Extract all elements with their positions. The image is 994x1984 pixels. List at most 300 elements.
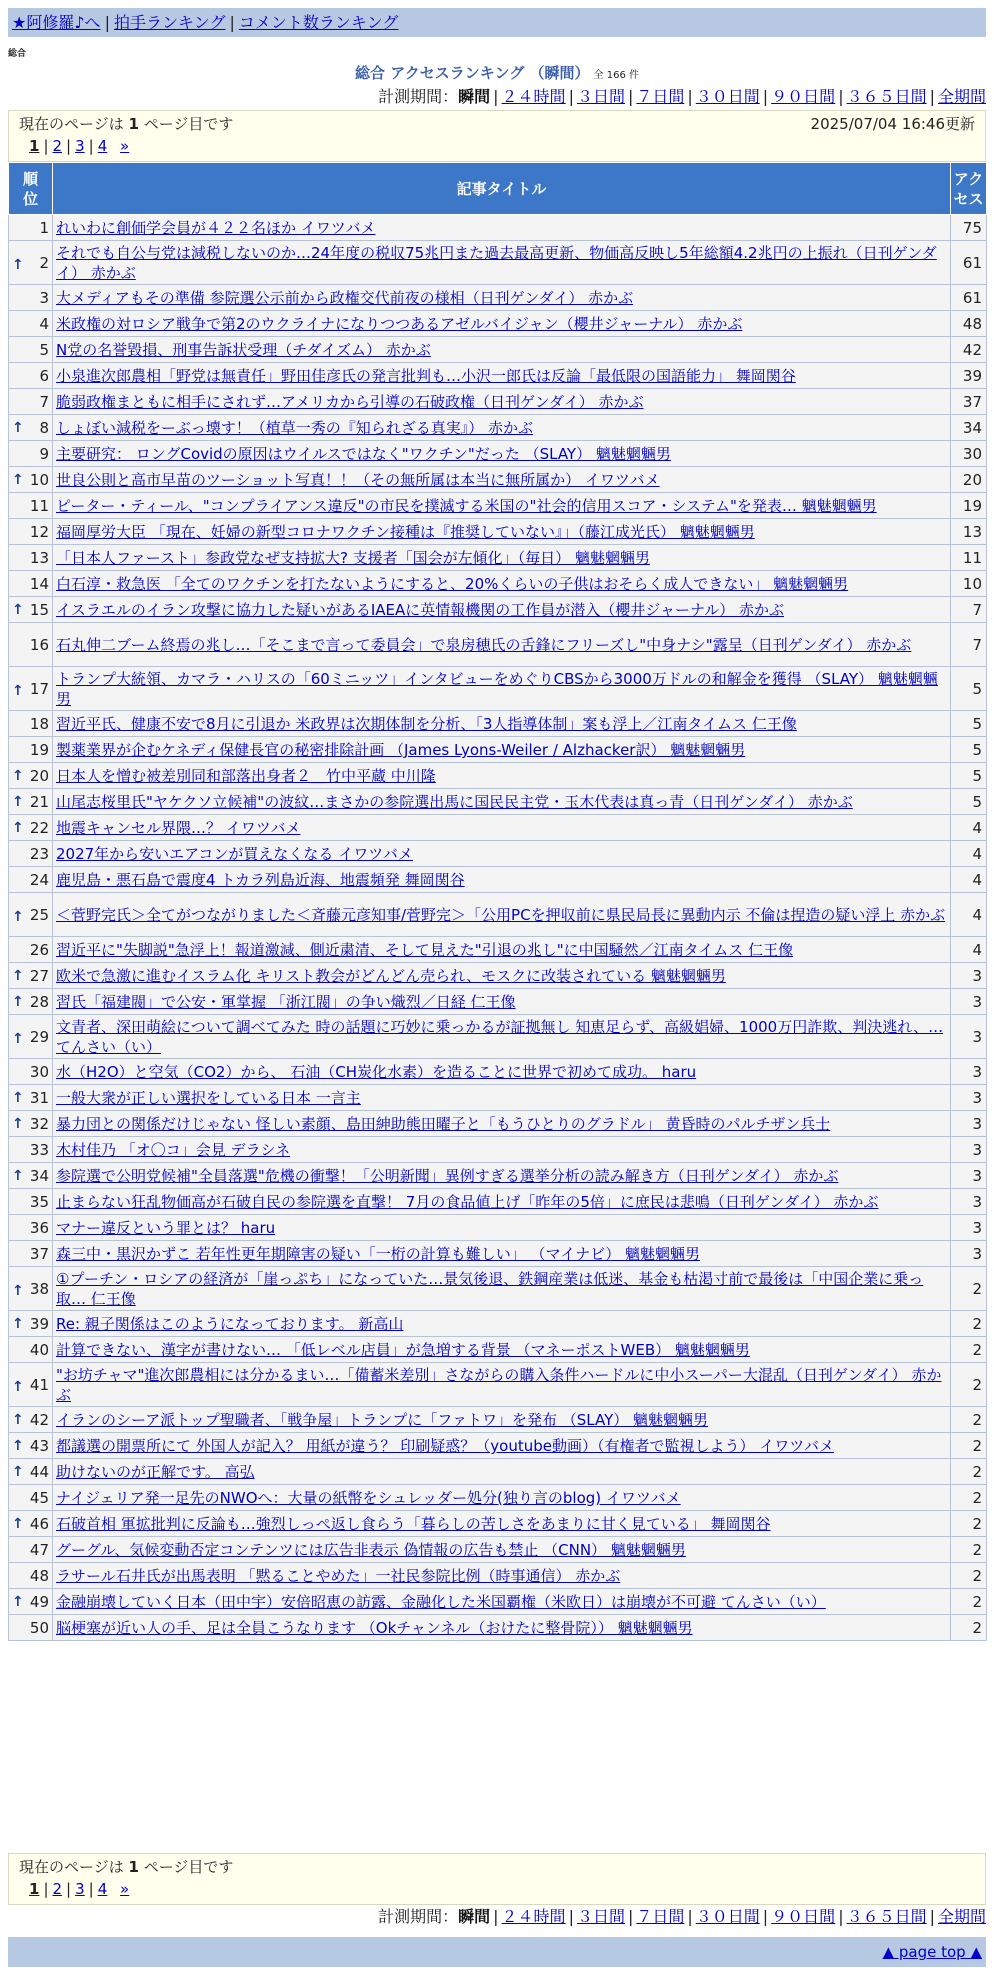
rank-number: 5 (39, 340, 49, 359)
rank-up-arrow-icon: ↑ (12, 419, 24, 436)
access-count: 3 (951, 1163, 987, 1189)
period-option-link[interactable]: ２４時間 (501, 1907, 566, 1926)
table-row (9, 1615, 987, 1641)
period-option-link[interactable]: ７日間 (636, 87, 685, 106)
title-cell (53, 1267, 951, 1311)
pager-status-prefix: 現在のページは (19, 1858, 129, 1876)
rank-number: 13 (29, 548, 49, 567)
pager-status (19, 113, 233, 135)
period-option-link[interactable]: ９０日間 (771, 1907, 836, 1926)
table-row (9, 989, 987, 1015)
rank-number: 23 (29, 844, 49, 863)
article-link[interactable]: 一般大衆が正しい選択をしている日本 一言主 (56, 1089, 361, 1107)
title-cell (53, 963, 951, 989)
rank-number: 11 (29, 496, 49, 515)
period-option-link[interactable]: ３６５日間 (846, 1907, 927, 1926)
rank-number: 20 (29, 766, 49, 785)
access-count: 19 (951, 493, 987, 519)
article-link[interactable]: イスラエルのイラン攻撃に協力した疑いがあるIAEAに英情報機関の工作員が潜入（櫻井ジャーナル） 赤かぶ (56, 601, 784, 619)
rank-number: 39 (29, 1314, 49, 1333)
period-option-link[interactable]: 全期間 (937, 1907, 986, 1926)
article-link[interactable]: 米政権の対ロシア戦争で第2のウクライナになりつつあるアゼルバイジャン（櫻井ジャーナル） 赤かぶ (56, 315, 743, 333)
access-count: 2 (951, 1563, 987, 1589)
table-row (9, 963, 987, 989)
period-separator: | (493, 87, 499, 106)
pager-status-row (19, 113, 975, 135)
title-cell (53, 597, 951, 623)
table-row (9, 215, 987, 241)
rank-cell (9, 337, 53, 363)
pager-next-link[interactable]: » (120, 1880, 130, 1898)
period-separator: | (929, 87, 935, 106)
article-link[interactable]: 脆弱政権まともに相手にされず…アメリカから引導の石破政権（日刊ゲンダイ） 赤かぶ (56, 393, 644, 411)
article-link[interactable]: ①プーチン・ロシアの経済が「崖っぷち」になっていた…景気後退、鉄鋼産業は低迷、基金も枯渇寸前で最後は「中国企業に乗っ取… 仁王像 (56, 1269, 924, 1308)
period-selector-top (8, 86, 986, 108)
rank-number: 8 (39, 418, 49, 437)
table-row (9, 1015, 987, 1059)
rank-number: 16 (29, 635, 49, 654)
article-link[interactable]: 森三中・黒沢かずこ 若年性更年期障害の疑い「一桁の計算も難しい」 （マイナビ） 魑魅魍魎男 (56, 1245, 701, 1263)
title-cell (53, 241, 951, 285)
article-link[interactable]: 習氏「福建閥」で公安・軍掌握 「浙江閥」の争い熾烈／日経 仁王像 (56, 993, 516, 1011)
rank-header: 順位 (9, 163, 53, 215)
article-link[interactable]: 2027年から安いエアコンが買えなくなる イワツバメ (56, 845, 413, 863)
title-cell (53, 285, 951, 311)
access-count: 2 (951, 1433, 987, 1459)
rank-up-arrow-icon: ↑ (12, 767, 24, 784)
access-count: 3 (951, 1137, 987, 1163)
rank-up-arrow-icon: ↑ (12, 471, 24, 488)
rank-number: 45 (29, 1488, 49, 1507)
access-count: 10 (951, 571, 987, 597)
pager-links-row (19, 1878, 975, 1900)
rank-number: 14 (29, 574, 49, 593)
access-count: 3 (951, 989, 987, 1015)
article-link[interactable]: 石丸伸二ブーム終焉の兆し…「そこまで言って委員会」で泉房穂氏の舌鋒にフリーズし"中身ナシ"露呈（日刊ゲンダイ） 赤かぶ (56, 635, 912, 654)
period-option-link[interactable]: ２４時間 (501, 87, 566, 106)
table-row (9, 545, 987, 571)
pager-bottom (8, 1853, 986, 1905)
rank-cell (9, 1433, 53, 1459)
rank-up-arrow-icon: ↑ (12, 601, 24, 618)
pager-separator: | (43, 137, 49, 155)
rank-cell (9, 493, 53, 519)
title-cell (53, 1433, 951, 1459)
article-link[interactable]: 山尾志桜里氏"ヤケクソ立候補"の波紋…まさかの参院選出馬に国民民主党・玉木代表は真っ青（日刊ゲンダイ） 赤かぶ (56, 793, 853, 811)
pager-status-suffix: ページ目です (138, 1858, 234, 1876)
rank-number: 25 (29, 905, 49, 924)
title-cell (53, 1485, 951, 1511)
rank-cell (9, 215, 53, 241)
rank-number: 47 (29, 1540, 49, 1559)
pager-separator: | (88, 1880, 94, 1898)
section-label: 総合 (8, 49, 27, 59)
article-link[interactable]: グーグル、気候変動否定コンテンツには広告非表示 偽情報の広告も禁止 （CNN） 魑魅魍魎男 (56, 1541, 686, 1559)
table-row (9, 1511, 987, 1537)
rank-number: 41 (29, 1375, 49, 1394)
rank-cell (9, 389, 53, 415)
article-link[interactable]: 石破首相 軍拡批判に反論も…強烈しっぺ返し食らう「暮らしの苦しさをあまりに甘く見ている」 舞岡関谷 (56, 1515, 771, 1533)
article-link[interactable]: 水（H2O）と空気（CO2）から、 石油（CH炭化水素）を造ることに世界で初めて成功。 haru (56, 1063, 697, 1081)
rank-cell (9, 623, 53, 667)
rank-cell (9, 1137, 53, 1163)
table-row (9, 1215, 987, 1241)
rank-cell (9, 1311, 53, 1337)
pager-status-prefix: 現在のページは (19, 115, 129, 133)
article-link[interactable]: 白石淳・救急医 「全てのワクチンを打たないようにすると、20%くらいの子供はおそらく成人できない」 魑魅魍魎男 (56, 575, 849, 593)
table-row (9, 1267, 987, 1311)
title-cell (53, 1241, 951, 1267)
title-cell (53, 1537, 951, 1563)
rank-cell (9, 1111, 53, 1137)
period-separator: | (627, 87, 634, 106)
access-count: 4 (951, 841, 987, 867)
rank-cell (9, 1363, 53, 1407)
access-count: 2 (951, 1485, 987, 1511)
rank-cell (9, 1537, 53, 1563)
rank-cell (9, 1163, 53, 1189)
table-row (9, 711, 987, 737)
access-count: 3 (951, 1085, 987, 1111)
article-link[interactable]: 日本人を憎む被差別同和部落出身者２＿竹中平蔵 中川隆 (56, 767, 436, 785)
access-count: 2 (951, 1615, 987, 1641)
article-link[interactable]: 止まらない狂乱物価高が石破自民の参院選を直撃！ 7月の食品値上げ「昨年の5倍」に庶民は悲鳴（日刊ゲンダイ） 赤かぶ (56, 1193, 879, 1211)
title-cell (53, 1137, 951, 1163)
rank-cell (9, 867, 53, 893)
article-link[interactable]: 地震キャンセル界隈…？ イワツバメ (56, 819, 301, 837)
title-header: 記事タイトル (53, 163, 951, 215)
pager-page-link[interactable]: 2 (52, 1880, 63, 1898)
pager-separator: | (66, 137, 72, 155)
access-count: 3 (951, 963, 987, 989)
article-link[interactable]: ピーター・ティール、"コンプライアンス違反"の市民を撲滅する米国の"社会的信用スコア・システム"を発表… 魑魅魍魎男 (56, 497, 877, 515)
table-row (9, 667, 987, 711)
rank-up-arrow-icon: ↑ (12, 682, 24, 699)
article-link[interactable]: 「日本人ファースト」参政党なぜ支持拡大? 支援者「国会が左傾化」（毎日） 魑魅魍魎男 (56, 549, 650, 567)
article-link[interactable]: 参院選で公明党候補"全員落選"危機の衝撃！「公明新聞」異例すぎる選挙分析の読み解き方（日刊ゲンダイ） 赤かぶ (56, 1167, 839, 1185)
access-count: 5 (951, 667, 987, 711)
title-cell (53, 467, 951, 493)
table-row (9, 571, 987, 597)
title-cell (53, 1337, 951, 1363)
article-link[interactable]: 大メディアもその準備 参院選公示前から政権交代前夜の様相（日刊ゲンダイ） 赤かぶ (56, 289, 634, 307)
title-cell (53, 1589, 951, 1615)
article-link[interactable]: トランプ大統領、カマラ・ハリスの「60ミニッツ」インタビューをめぐりCBSから3000万ドルの和解金を獲得 （SLAY） 魑魅魍魎男 (56, 669, 938, 708)
updated-timestamp: 2025/07/04 16:46更新 (810, 115, 975, 133)
pager-separator (107, 1880, 120, 1898)
article-link[interactable]: ＜菅野完氏＞全てがつながりました＜斉藤元彦知事/菅野完＞「公用PCを押収前に県民局長に異動内示 不倫は捏造の疑い浮上 赤かぶ (56, 905, 946, 924)
rank-number: 21 (29, 792, 49, 811)
access-count: 4 (951, 815, 987, 841)
rank-up-arrow-icon: ↑ (12, 1167, 24, 1184)
title-cell (53, 389, 951, 415)
title-cell (53, 545, 951, 571)
title-cell (53, 1363, 951, 1407)
title-cell (53, 815, 951, 841)
period-separator: | (929, 1907, 935, 1926)
period-separator: | (762, 1907, 769, 1926)
rank-number: 32 (29, 1114, 49, 1133)
rank-up-arrow-icon: ↑ (12, 1315, 24, 1332)
article-link[interactable]: 暴力団との関係だけじゃない 怪しい素顔、島田紳助熊田曜子と「もうひとりのグラドル」 黄昏時のパルチザン兵士 (56, 1115, 831, 1133)
article-link[interactable]: 世良公則と高市早苗のツーショット写真！！（その無所属は本当に無所属か） イワツバメ (56, 471, 660, 489)
title-cell (53, 763, 951, 789)
rank-number: 34 (29, 1166, 49, 1185)
rank-cell (9, 963, 53, 989)
title-cell (53, 1059, 951, 1085)
period-option-link[interactable]: 全期間 (937, 87, 986, 106)
pager-page-link[interactable]: 4 (97, 137, 108, 155)
period-separator: | (687, 1907, 693, 1926)
article-link[interactable]: 小泉進次郎農相「野党は無責任」野田佳彦氏の発言批判も…小沢一郎氏は反論「最低限の国語能力」 舞岡関谷 (56, 367, 796, 385)
title-cell (53, 415, 951, 441)
pager-page-link[interactable]: 4 (97, 1880, 108, 1898)
period-separator: | (762, 87, 769, 106)
title-cell (53, 441, 951, 467)
rank-number: 26 (29, 940, 49, 959)
rank-up-arrow-icon: ↑ (12, 1515, 24, 1532)
article-link[interactable]: 習近平に"失脚説"急浮上！報道激減、側近粛清、そして見えた"引退の兆し"に中国騒然／江南タイムス 仁王像 (56, 941, 794, 959)
access-count: 11 (951, 545, 987, 571)
title-cell (53, 1215, 951, 1241)
access-count: 5 (951, 763, 987, 789)
access-count: 5 (951, 711, 987, 737)
table-row (9, 1059, 987, 1085)
access-count: 2 (951, 1407, 987, 1433)
table-row (9, 815, 987, 841)
period-separator: | (838, 1907, 844, 1926)
total-count: 全 166 件 (593, 70, 639, 81)
rank-number: 10 (29, 470, 49, 489)
access-count: 75 (951, 215, 987, 241)
article-link[interactable]: 木村佳乃 「オ〇コ」会見 デラシネ (56, 1141, 291, 1159)
comment-ranking-link[interactable]: コメント数ランキング (238, 13, 399, 32)
access-count: 2 (951, 1459, 987, 1485)
article-link[interactable]: 製薬業界が企むケネディ保健長官の秘密排除計画 （James Lyons-Weiler / Alzhacker訳） 魑魅魍魎男 (56, 741, 746, 759)
table-row (9, 337, 987, 363)
access-count: 2 (951, 1337, 987, 1363)
access-count: 42 (951, 337, 987, 363)
period-current: 瞬間 (458, 87, 491, 106)
pager-next-link[interactable]: » (120, 137, 130, 155)
rank-up-arrow-icon: ↑ (12, 1463, 24, 1480)
period-separator: | (687, 87, 693, 106)
rank-number: 18 (29, 714, 49, 733)
article-link[interactable]: 習近平氏、健康不安で8月に引退か 米政界は次期体制を分析、「3人指導体制」案も浮上／江南タイムス 仁王像 (56, 715, 797, 733)
period-label: 計測期間： (378, 87, 459, 106)
table-row (9, 1311, 987, 1337)
table-row (9, 311, 987, 337)
access-count: 2 (951, 1511, 987, 1537)
table-row (9, 597, 987, 623)
title-cell (53, 1407, 951, 1433)
article-link[interactable]: 脳梗塞が近い人の手、足は全員こうなります （Okチャンネル（おけたに整骨院）） 魑魅魍魎男 (56, 1619, 693, 1637)
article-link[interactable]: それでも自公与党は減税しないのか…24年度の税収75兆円また過去最高更新、物価高反映し5年総額4.2兆円の上振れ（日刊ゲンダイ） 赤かぶ (56, 243, 937, 282)
rank-up-arrow-icon: ↑ (12, 1411, 24, 1428)
table-row (9, 1485, 987, 1511)
table-row (9, 467, 987, 493)
title-cell (53, 1615, 951, 1641)
rank-number: 46 (29, 1514, 49, 1533)
article-link[interactable]: N党の名誉毀損、刑事告訴状受理（チダイズム） 赤かぶ (56, 341, 431, 359)
rank-cell (9, 1589, 53, 1615)
rank-number: 15 (29, 600, 49, 619)
rank-cell (9, 937, 53, 963)
title-cell (53, 989, 951, 1015)
pager-current: 1 (29, 1880, 40, 1898)
access-count: 2 (951, 1537, 987, 1563)
home-link[interactable]: ★阿修羅♪へ (12, 13, 101, 32)
rank-up-arrow-icon: ↑ (12, 793, 24, 810)
pager-page-link[interactable]: 2 (52, 137, 63, 155)
rank-number: 50 (29, 1618, 49, 1637)
access-count: 3 (951, 1241, 987, 1267)
rank-cell (9, 545, 53, 571)
pager-page-link[interactable]: 3 (75, 1880, 85, 1898)
rank-cell (9, 1337, 53, 1363)
article-link[interactable]: れいわに創価学会員が４２２名ほか イワツバメ (56, 219, 376, 237)
rank-number: 9 (39, 444, 49, 463)
rank-up-arrow-icon: ↑ (12, 256, 24, 273)
rank-number: 22 (29, 818, 49, 837)
rank-cell (9, 311, 53, 337)
table-row (9, 1137, 987, 1163)
period-option-link[interactable]: ７日間 (636, 1907, 685, 1926)
rank-cell (9, 1059, 53, 1085)
article-link[interactable]: 助けないのが正解です。 高弘 (56, 1463, 255, 1481)
rank-cell (9, 571, 53, 597)
title-cell (53, 571, 951, 597)
period-option-link[interactable]: ３０日間 (695, 87, 760, 106)
table-row (9, 789, 987, 815)
article-link[interactable]: Re: 親子関係はこのようになっております。 新高山 (56, 1315, 404, 1333)
article-link[interactable]: ラサール石井氏が出馬表明 「黙ることやめた」一社民参院比例（時事通信） 赤かぶ (56, 1567, 621, 1585)
title-cell (53, 311, 951, 337)
table-header-row (9, 163, 987, 215)
title-cell (53, 711, 951, 737)
rank-cell (9, 363, 53, 389)
title-cell (53, 1111, 951, 1137)
rank-number: 37 (29, 1244, 49, 1263)
table-row (9, 389, 987, 415)
period-current: 瞬間 (458, 1907, 491, 1926)
article-link[interactable]: 福岡厚労大臣 「現在、妊婦の新型コロナワクチン接種は『推奨していない』」（藤江成光氏） 魑魅魍魎男 (56, 523, 755, 541)
rank-number: 42 (29, 1410, 49, 1429)
rank-number: 24 (29, 870, 49, 889)
access-count: 13 (951, 519, 987, 545)
rank-up-arrow-icon: ↑ (12, 1378, 24, 1395)
access-count: 61 (951, 241, 987, 285)
rank-cell (9, 415, 53, 441)
rank-cell (9, 737, 53, 763)
article-link[interactable]: イランのシーア派トップ聖職者、「戦争屋」トランプに「ファトワ」を発布 （SLAY） 魑魅魍魎男 (56, 1411, 709, 1429)
title-cell (53, 493, 951, 519)
article-link[interactable]: 計算できない、漢字が書けない… 「低レベル店員」が急増する背景 （マネーポストWEB） 魑魅魍魎男 (56, 1341, 750, 1359)
period-option-link[interactable]: ３０日間 (695, 1907, 760, 1926)
article-link[interactable]: 鹿児島・悪石島で震度4 トカラ列島近海、地震頻発 舞岡関谷 (56, 871, 465, 889)
rank-cell (9, 1511, 53, 1537)
article-link[interactable]: 主要研究： ロングCovidの原因はウイルスではなく"ワクチン"だった （SLAY） 魑魅魍魎男 (56, 445, 671, 463)
period-option-link[interactable]: ３日間 (576, 87, 625, 106)
rank-number: 49 (29, 1592, 49, 1611)
rank-cell (9, 467, 53, 493)
title-cell (53, 1563, 951, 1589)
table-row (9, 1589, 987, 1615)
article-link[interactable]: 文青者、深田萌絵について調べてみた 時の話題に巧妙に乗っかるが証拠無し 知恵足らず、高級娼婦、1000万円詐欺、判決逃れ、… てんさい（い） (56, 1017, 944, 1056)
title-cell (53, 1189, 951, 1215)
period-option-link[interactable]: ９０日間 (771, 87, 836, 106)
access-count: 2 (951, 1363, 987, 1407)
table-row (9, 1163, 987, 1189)
access-count: 3 (951, 1215, 987, 1241)
rank-number: 43 (29, 1436, 49, 1455)
access-count: 3 (951, 1059, 987, 1085)
title-cell (53, 1015, 951, 1059)
page-top-link[interactable]: ▲ page top ▲ (882, 1943, 982, 1961)
rank-cell (9, 1615, 53, 1641)
access-count: 30 (951, 441, 987, 467)
article-link[interactable]: "お坊チャマ"進次郎農相には分かるまい…「備蓄米差別」さながらの購入条件ハードルに中小スーパー大混乱（日刊ゲンダイ） 赤かぶ (56, 1365, 942, 1404)
rank-cell (9, 1015, 53, 1059)
article-link[interactable]: 都議選の開票所にて 外国人が記入？ 用紙が違う？ 印刷疑惑？（youtube動画）（有権者で監視しよう） イワツバメ (56, 1437, 834, 1455)
table-row (9, 1337, 987, 1363)
rank-cell (9, 1241, 53, 1267)
access-count: 34 (951, 415, 987, 441)
title-cell (53, 893, 951, 937)
title-cell (53, 519, 951, 545)
rank-number: 31 (29, 1088, 49, 1107)
title-cell (53, 789, 951, 815)
article-link[interactable]: 金融崩壊していく日本（田中宇）安倍昭恵の訪露、金融化した米国覇権（米欧日）は崩壊が不可避 てんさい（い） (56, 1593, 826, 1611)
rank-cell (9, 285, 53, 311)
period-option-link[interactable]: ３６５日間 (846, 87, 927, 106)
article-link[interactable]: 欧米で急激に進むイスラム化 キリスト教会がどんどん売られ、モスクに改装されている 魑魅魍魎男 (56, 967, 726, 985)
title-cell (53, 337, 951, 363)
table-row (9, 763, 987, 789)
period-option-link[interactable]: ３日間 (576, 1907, 625, 1926)
pager-page-link[interactable]: 3 (75, 137, 85, 155)
article-link[interactable]: マナー違反という罪とは？ haru (56, 1219, 276, 1237)
ranking-table-body (9, 215, 987, 1641)
table-row (9, 1189, 987, 1215)
clap-ranking-link[interactable]: 拍手ランキング (113, 13, 226, 32)
table-row (9, 285, 987, 311)
access-count: 4 (951, 893, 987, 937)
rank-up-arrow-icon: ↑ (12, 1593, 24, 1610)
rank-cell (9, 1267, 53, 1311)
rank-up-arrow-icon: ↑ (12, 1282, 24, 1299)
pager-links-row (19, 135, 975, 157)
nav-separator: | (229, 13, 235, 32)
rank-number: 38 (29, 1279, 49, 1298)
rank-cell (9, 1215, 53, 1241)
access-count: 3 (951, 1111, 987, 1137)
title-cell (53, 1163, 951, 1189)
table-row (9, 1085, 987, 1111)
rank-number: 44 (29, 1462, 49, 1481)
title-cell (53, 215, 951, 241)
rank-cell (9, 1563, 53, 1589)
rank-number: 19 (29, 740, 49, 759)
access-count: 5 (951, 737, 987, 763)
rank-up-arrow-icon: ↑ (12, 967, 24, 984)
title-cell (53, 841, 951, 867)
article-link[interactable]: ナイジェリア発一足先のNWOへ：大量の紙幣をシュレッダー処分(独り言のblog) イワツバメ (56, 1489, 681, 1507)
table-row (9, 363, 987, 389)
rank-number: 30 (29, 1062, 49, 1081)
table-row (9, 493, 987, 519)
article-link[interactable]: しょぼい減税をーぶっ壊す！（植草一秀の『知られざる真実』） 赤かぶ (56, 419, 533, 437)
